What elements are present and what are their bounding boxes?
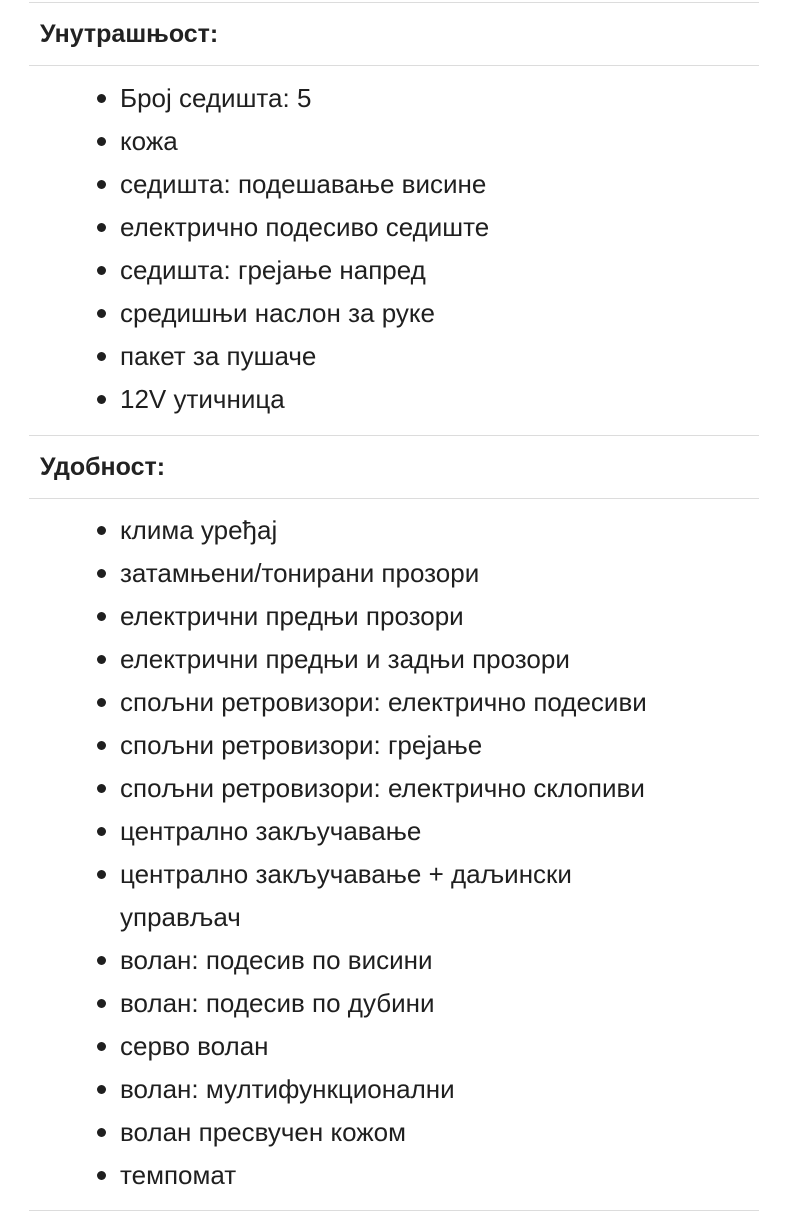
bullet-icon <box>97 1171 106 1180</box>
list-item: средишњи наслон за руке <box>29 292 759 335</box>
list-item: волан: подесив по дубини <box>29 982 759 1025</box>
list-item: темпомат <box>29 1154 759 1197</box>
interior-list-container <box>29 66 759 435</box>
bullet-icon <box>97 956 106 965</box>
list-item: седишта: грејање напред <box>29 249 759 292</box>
bullet-icon <box>97 180 106 189</box>
bullet-icon <box>97 1042 106 1051</box>
list-item: клима уређај <box>29 509 759 552</box>
bullet-icon <box>97 1085 106 1094</box>
section-comfort <box>29 436 759 498</box>
bullet-icon <box>97 999 106 1008</box>
bullet-icon <box>97 569 106 578</box>
list-item: централно закључавање <box>29 810 759 853</box>
bullet-icon <box>97 352 106 361</box>
interior-feature-list <box>29 77 759 421</box>
bullet-icon <box>97 266 106 275</box>
list-item: волан: подесив по висини <box>29 939 759 982</box>
comfort-feature-list <box>29 509 759 1197</box>
bullet-icon <box>97 309 106 318</box>
section-interior <box>29 3 759 65</box>
comfort-list-container <box>29 499 759 1210</box>
list-item: спољни ретровизори: грејање <box>29 724 759 767</box>
list-item: волан: мултифункционални <box>29 1068 759 1111</box>
bullet-icon <box>97 827 106 836</box>
bullet-icon <box>97 870 106 879</box>
bullet-icon <box>97 741 106 750</box>
list-item: пакет за пушаче <box>29 335 759 378</box>
section-title-comfort: Удобност: <box>40 452 166 481</box>
list-item: серво волан <box>29 1025 759 1068</box>
bullet-icon <box>97 698 106 707</box>
list-item: 12V утичница <box>29 378 759 421</box>
section-title-interior: Унутрашњост: <box>40 19 219 48</box>
bullet-icon <box>97 1128 106 1137</box>
list-item: Број седишта: 5 <box>29 77 759 120</box>
list-item: спољни ретровизори: електрично подесиви <box>29 681 759 724</box>
list-item: централно закључавање + даљински управљач <box>29 853 759 939</box>
list-item: кожа <box>29 120 759 163</box>
bullet-icon <box>97 612 106 621</box>
list-item: електрични предњи прозори <box>29 595 759 638</box>
bullet-icon <box>97 655 106 664</box>
list-item: волан пресвучен кожом <box>29 1111 759 1154</box>
bullet-icon <box>97 526 106 535</box>
list-item: електрични предњи и задњи прозори <box>29 638 759 681</box>
list-item: седишта: подешавање висине <box>29 163 759 206</box>
bullet-icon <box>97 395 106 404</box>
bullet-icon <box>97 784 106 793</box>
bullet-icon <box>97 223 106 232</box>
list-item: затамњени/тонирани прозори <box>29 552 759 595</box>
list-item: спољни ретровизори: електрично склопиви <box>29 767 759 810</box>
bullet-icon <box>97 137 106 146</box>
bullet-icon <box>97 94 106 103</box>
list-item: електрично подесиво седиште <box>29 206 759 249</box>
